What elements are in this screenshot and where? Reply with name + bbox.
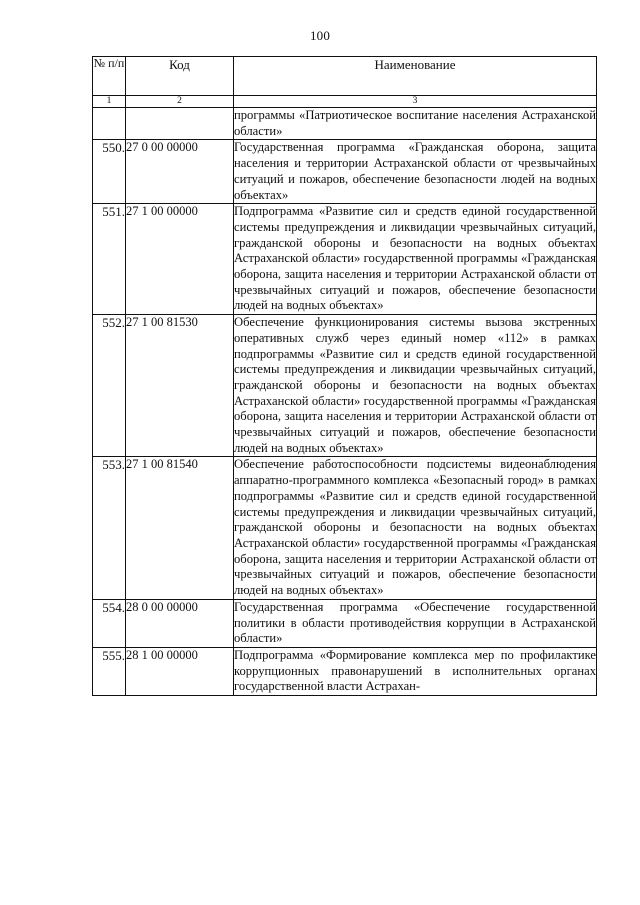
row-name: Государственная программа «Обеспечение государственной политики в области противодействия коррупции в Астраханской области» xyxy=(234,599,597,647)
table-row xyxy=(93,140,597,204)
header-num: № п/п xyxy=(93,57,126,96)
row-num: 553. xyxy=(93,457,126,599)
row-num: 555. xyxy=(93,647,126,695)
page-number: 100 xyxy=(309,28,331,43)
header-code: Код xyxy=(126,57,234,96)
row-num: 552. xyxy=(93,315,126,457)
table-row xyxy=(93,204,597,315)
row-num: 554. xyxy=(93,599,126,647)
row-name: Подпрограмма «Формирование комплекса мер по профилактике коррупционных правонарушений в исполнительных органах государственной власти Астрахан- xyxy=(234,647,597,695)
column-number: 1 xyxy=(93,96,126,108)
row-num: 551. xyxy=(93,204,126,315)
row-code: 27 1 00 00000 xyxy=(126,204,234,315)
row-code: 27 1 00 81540 xyxy=(126,457,234,599)
column-number: 3 xyxy=(234,96,597,108)
row-name: Подпрограмма «Развитие сил и средств единой государственной системы предупреждения и ликвидации чрезвычайных ситуаций, гражданской обороны и безопасности на водных объектах Астраханской области» государственной программы «Гражданская оборона, защита населения и территории Астраханской области от чрезвычайных ситуаций и пожаров, обеспечение безопасности людей на водных объектах» xyxy=(234,204,597,315)
row-num xyxy=(93,108,126,140)
row-code: 27 1 00 81530 xyxy=(126,315,234,457)
row-code: 27 0 00 00000 xyxy=(126,140,234,204)
header-name: Наименование xyxy=(234,57,597,96)
column-number-row xyxy=(93,96,597,108)
row-code: 28 1 00 00000 xyxy=(126,647,234,695)
row-code xyxy=(126,108,234,140)
table-header-row xyxy=(93,57,597,96)
table-row xyxy=(93,647,597,695)
table-row xyxy=(93,457,597,599)
row-name: Государственная программа «Гражданская оборона, защита населения и территории Астраханской области от чрезвычайных ситуаций и пожаров, обеспечение безопасности людей на водных объектах» xyxy=(234,140,597,204)
table-row xyxy=(93,315,597,457)
table-row xyxy=(93,108,597,140)
row-name: программы «Патриотическое воспитание населения Астраханской области» xyxy=(234,108,597,140)
row-name: Обеспечение работоспособности подсистемы видеонаблюдения аппаратно-программного комплекса «Безопасный город» в рамках подпрограммы «Развитие сил и средств единой государственной системы предупреждения и ликвидации чрезвычайных ситуаций, гражданской обороны и безопасности на водных объектах Астраханской области» государственной программы «Гражданская оборона, защита населения и территории Астраханской области от чрезвычайных ситуаций и пожаров, обеспечение безопасности людей на водных объектах» xyxy=(234,457,597,599)
row-code: 28 0 00 00000 xyxy=(126,599,234,647)
registry-table xyxy=(92,56,597,696)
row-name: Обеспечение функционирования системы вызова экстренных оперативных служб через единый номер «112» в рамках подпрограммы «Развитие сил и средств единой государственной системы предупреждения и ликвидации чрезвычайных ситуаций, гражданской обороны и безопасности на водных объектах Астраханской области» государственной программы «Гражданская оборона, защита населения и территории Астраханской области от чрезвычайных ситуаций и пожаров, обеспечение безопасности людей на водных объектах» xyxy=(234,315,597,457)
column-number: 2 xyxy=(126,96,234,108)
row-num: 550. xyxy=(93,140,126,204)
table-row xyxy=(93,599,597,647)
